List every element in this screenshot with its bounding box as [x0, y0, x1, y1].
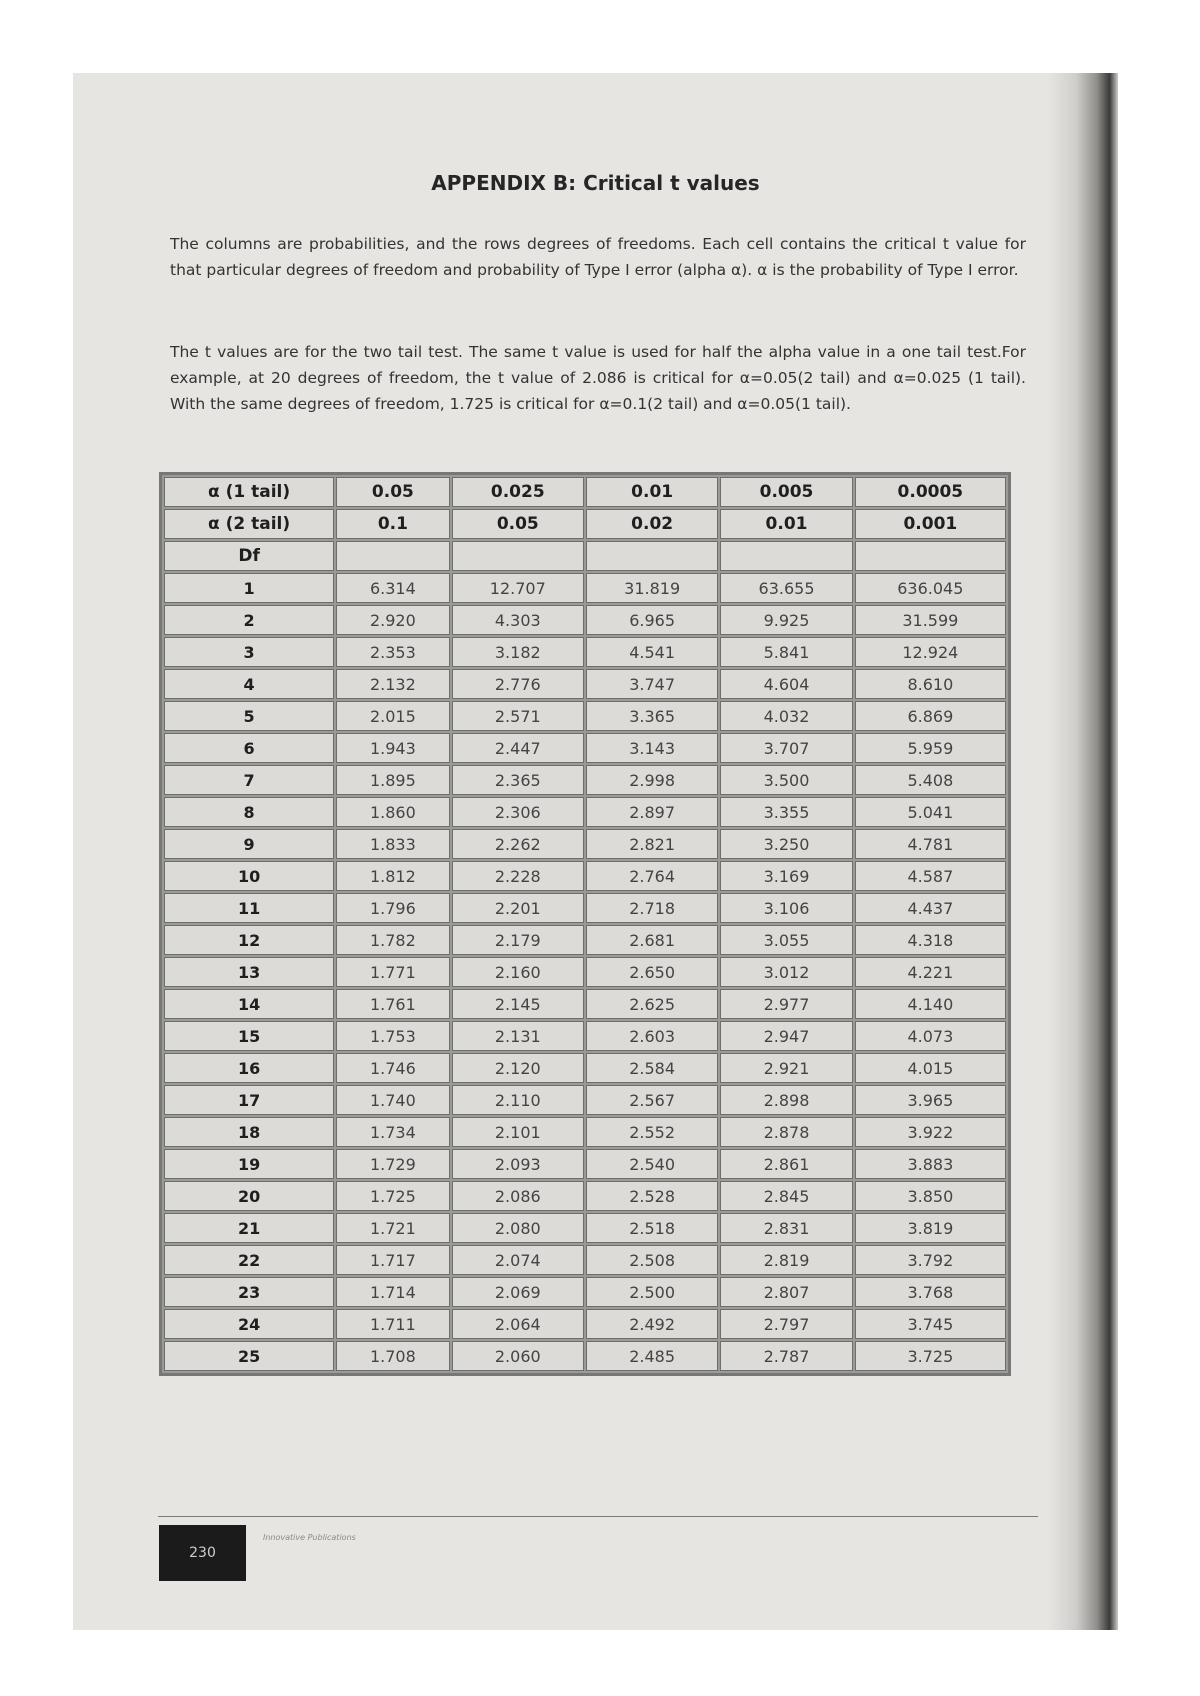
- t-value-cell: 1.753: [336, 1021, 449, 1051]
- t-value-cell: 2.228: [452, 861, 584, 891]
- df-label: Df: [164, 541, 334, 571]
- t-value-cell: 2.898: [720, 1085, 852, 1115]
- book-page: [73, 73, 1118, 1630]
- critical-t-table: [159, 472, 1011, 1376]
- t-value-cell: 2.101: [452, 1117, 584, 1147]
- table-row: [164, 893, 1006, 923]
- t-value-cell: 2.764: [586, 861, 718, 891]
- table-row: [164, 733, 1006, 763]
- t-value-cell: 2.947: [720, 1021, 852, 1051]
- t-value-cell: 2.447: [452, 733, 584, 763]
- t-value-cell: 3.792: [855, 1245, 1006, 1275]
- two-tail-value: 0.001: [855, 509, 1006, 539]
- t-value-cell: 2.160: [452, 957, 584, 987]
- page-title: APPENDIX B: Critical t values: [431, 171, 760, 195]
- t-value-cell: 2.110: [452, 1085, 584, 1115]
- one-tail-label: α (1 tail): [164, 477, 334, 507]
- df-cell: 23: [164, 1277, 334, 1307]
- t-value-cell: 1.725: [336, 1181, 449, 1211]
- t-value-cell: 2.508: [586, 1245, 718, 1275]
- t-value-cell: 4.303: [452, 605, 584, 635]
- t-value-cell: 3.143: [586, 733, 718, 763]
- df-cell: 5: [164, 701, 334, 731]
- table-row: [164, 1053, 1006, 1083]
- t-value-cell: 3.707: [720, 733, 852, 763]
- df-cell: 9: [164, 829, 334, 859]
- t-value-cell: 2.015: [336, 701, 449, 731]
- t-value-cell: 2.921: [720, 1053, 852, 1083]
- df-cell: 17: [164, 1085, 334, 1115]
- t-value-cell: 2.897: [586, 797, 718, 827]
- t-value-cell: 6.965: [586, 605, 718, 635]
- df-cell: 16: [164, 1053, 334, 1083]
- table-row: [164, 1245, 1006, 1275]
- t-value-cell: 3.850: [855, 1181, 1006, 1211]
- footer-divider: [158, 1516, 1038, 1517]
- df-cell: 20: [164, 1181, 334, 1211]
- table-body: [164, 573, 1006, 1371]
- empty-header-cell: [452, 541, 584, 571]
- df-cell: 13: [164, 957, 334, 987]
- df-cell: 1: [164, 573, 334, 603]
- t-value-cell: 2.998: [586, 765, 718, 795]
- one-tail-value: 0.005: [720, 477, 852, 507]
- t-value-cell: 3.182: [452, 637, 584, 667]
- t-value-cell: 4.032: [720, 701, 852, 731]
- table-row: [164, 861, 1006, 891]
- df-cell: 8: [164, 797, 334, 827]
- t-value-cell: 2.797: [720, 1309, 852, 1339]
- t-value-cell: 2.584: [586, 1053, 718, 1083]
- t-value-cell: 4.541: [586, 637, 718, 667]
- t-value-cell: 3.355: [720, 797, 852, 827]
- df-cell: 11: [164, 893, 334, 923]
- t-value-cell: 5.041: [855, 797, 1006, 827]
- page-number: 230: [159, 1525, 246, 1581]
- t-value-cell: 2.567: [586, 1085, 718, 1115]
- t-value-cell: 1.717: [336, 1245, 449, 1275]
- t-value-cell: 3.365: [586, 701, 718, 731]
- t-value-cell: 2.540: [586, 1149, 718, 1179]
- t-value-cell: 1.708: [336, 1341, 449, 1371]
- t-value-cell: 2.518: [586, 1213, 718, 1243]
- t-value-cell: 1.771: [336, 957, 449, 987]
- t-value-cell: 2.060: [452, 1341, 584, 1371]
- t-value-cell: 2.552: [586, 1117, 718, 1147]
- table-row: [164, 1309, 1006, 1339]
- t-value-cell: 1.943: [336, 733, 449, 763]
- t-value-cell: 2.776: [452, 669, 584, 699]
- table-row: [164, 1181, 1006, 1211]
- t-value-cell: 2.831: [720, 1213, 852, 1243]
- t-value-cell: 1.833: [336, 829, 449, 859]
- t-value-cell: 4.781: [855, 829, 1006, 859]
- t-value-cell: 2.132: [336, 669, 449, 699]
- t-value-cell: 2.861: [720, 1149, 852, 1179]
- t-value-cell: 2.064: [452, 1309, 584, 1339]
- t-value-cell: 2.485: [586, 1341, 718, 1371]
- t-value-cell: 2.500: [586, 1277, 718, 1307]
- t-value-cell: 2.262: [452, 829, 584, 859]
- t-value-cell: 31.819: [586, 573, 718, 603]
- t-value-cell: 5.841: [720, 637, 852, 667]
- df-cell: 15: [164, 1021, 334, 1051]
- t-value-cell: 2.145: [452, 989, 584, 1019]
- t-value-cell: 2.681: [586, 925, 718, 955]
- t-value-cell: 4.604: [720, 669, 852, 699]
- table-row: [164, 829, 1006, 859]
- t-value-cell: 2.821: [586, 829, 718, 859]
- t-value-cell: 2.807: [720, 1277, 852, 1307]
- df-cell: 7: [164, 765, 334, 795]
- t-value-cell: 3.883: [855, 1149, 1006, 1179]
- table-row: [164, 637, 1006, 667]
- one-tail-value: 0.05: [336, 477, 449, 507]
- t-value-cell: 1.740: [336, 1085, 449, 1115]
- intro-paragraph: The columns are probabilities, and the rows degrees of freedoms. Each cell contains the critical t value for that particular degrees of freedom and probability of Type I error (alpha α). α is the probability of Type I error.: [170, 235, 1026, 279]
- empty-header-cell: [720, 541, 852, 571]
- two-tail-label: α (2 tail): [164, 509, 334, 539]
- empty-header-cell: [586, 541, 718, 571]
- t-value-cell: 1.812: [336, 861, 449, 891]
- t-value-cell: 1.895: [336, 765, 449, 795]
- one-tail-value: 0.025: [452, 477, 584, 507]
- t-value-cell: 2.920: [336, 605, 449, 635]
- book-spine-shadow: [1048, 73, 1118, 1630]
- two-tail-value: 0.1: [336, 509, 449, 539]
- t-value-cell: 4.318: [855, 925, 1006, 955]
- empty-header-cell: [336, 541, 449, 571]
- df-cell: 10: [164, 861, 334, 891]
- t-value-cell: 1.796: [336, 893, 449, 923]
- t-value-cell: 2.819: [720, 1245, 852, 1275]
- t-value-cell: 3.965: [855, 1085, 1006, 1115]
- t-value-cell: 9.925: [720, 605, 852, 635]
- two-tail-value: 0.02: [586, 509, 718, 539]
- two-tail-value: 0.01: [720, 509, 852, 539]
- df-cell: 12: [164, 925, 334, 955]
- t-value-cell: 3.055: [720, 925, 852, 955]
- t-value-cell: 2.179: [452, 925, 584, 955]
- one-tail-header-row: [164, 477, 1006, 507]
- t-value-cell: 1.761: [336, 989, 449, 1019]
- t-value-cell: 1.714: [336, 1277, 449, 1307]
- t-value-cell: 2.086: [452, 1181, 584, 1211]
- t-value-cell: 1.729: [336, 1149, 449, 1179]
- t-value-cell: 2.306: [452, 797, 584, 827]
- table-row: [164, 1085, 1006, 1115]
- t-value-cell: 2.074: [452, 1245, 584, 1275]
- table-row: [164, 1213, 1006, 1243]
- table-row: [164, 669, 1006, 699]
- two-tail-header-row: [164, 509, 1006, 539]
- t-value-cell: 4.015: [855, 1053, 1006, 1083]
- df-header-row: [164, 541, 1006, 571]
- t-value-cell: 3.012: [720, 957, 852, 987]
- df-cell: 19: [164, 1149, 334, 1179]
- t-value-cell: 3.725: [855, 1341, 1006, 1371]
- t-value-cell: 2.069: [452, 1277, 584, 1307]
- table-row: [164, 1149, 1006, 1179]
- t-value-cell: 636.045: [855, 573, 1006, 603]
- table-row: [164, 1341, 1006, 1371]
- table-row: [164, 605, 1006, 635]
- t-value-cell: 2.718: [586, 893, 718, 923]
- t-value-cell: 6.314: [336, 573, 449, 603]
- t-value-cell: 4.587: [855, 861, 1006, 891]
- df-cell: 3: [164, 637, 334, 667]
- t-value-cell: 1.782: [336, 925, 449, 955]
- t-value-cell: 4.073: [855, 1021, 1006, 1051]
- two-tail-value: 0.05: [452, 509, 584, 539]
- table-row: [164, 1117, 1006, 1147]
- t-value-cell: 2.977: [720, 989, 852, 1019]
- one-tail-value: 0.01: [586, 477, 718, 507]
- t-value-cell: 1.721: [336, 1213, 449, 1243]
- t-value-cell: 3.819: [855, 1213, 1006, 1243]
- t-value-cell: 3.500: [720, 765, 852, 795]
- table-row: [164, 1021, 1006, 1051]
- t-value-cell: 1.860: [336, 797, 449, 827]
- t-value-cell: 1.711: [336, 1309, 449, 1339]
- t-value-cell: 31.599: [855, 605, 1006, 635]
- t-value-cell: 2.131: [452, 1021, 584, 1051]
- table-row: [164, 989, 1006, 1019]
- table-row: [164, 701, 1006, 731]
- table-row: [164, 765, 1006, 795]
- t-value-cell: 4.221: [855, 957, 1006, 987]
- df-cell: 14: [164, 989, 334, 1019]
- t-value-cell: 2.080: [452, 1213, 584, 1243]
- table-row: [164, 1277, 1006, 1307]
- one-tail-value: 0.0005: [855, 477, 1006, 507]
- t-value-cell: 12.707: [452, 573, 584, 603]
- t-value-cell: 1.734: [336, 1117, 449, 1147]
- t-value-cell: 2.528: [586, 1181, 718, 1211]
- publisher-text: Innovative Publications: [263, 1533, 356, 1542]
- table-row: [164, 957, 1006, 987]
- df-cell: 21: [164, 1213, 334, 1243]
- t-value-cell: 3.747: [586, 669, 718, 699]
- t-value-cell: 2.878: [720, 1117, 852, 1147]
- t-value-cell: 1.746: [336, 1053, 449, 1083]
- t-value-cell: 6.869: [855, 701, 1006, 731]
- t-value-cell: 3.250: [720, 829, 852, 859]
- empty-header-cell: [855, 541, 1006, 571]
- df-cell: 4: [164, 669, 334, 699]
- t-value-cell: 12.924: [855, 637, 1006, 667]
- t-value-cell: 63.655: [720, 573, 852, 603]
- t-value-cell: 2.365: [452, 765, 584, 795]
- df-cell: 2: [164, 605, 334, 635]
- t-value-cell: 2.120: [452, 1053, 584, 1083]
- t-value-cell: 5.408: [855, 765, 1006, 795]
- t-value-cell: 2.625: [586, 989, 718, 1019]
- t-value-cell: 3.768: [855, 1277, 1006, 1307]
- t-value-cell: 2.603: [586, 1021, 718, 1051]
- t-value-cell: 2.787: [720, 1341, 852, 1371]
- t-value-cell: 4.140: [855, 989, 1006, 1019]
- table-row: [164, 573, 1006, 603]
- t-value-cell: 2.093: [452, 1149, 584, 1179]
- df-cell: 25: [164, 1341, 334, 1371]
- df-cell: 24: [164, 1309, 334, 1339]
- t-value-cell: 3.106: [720, 893, 852, 923]
- t-value-cell: 3.169: [720, 861, 852, 891]
- table-row: [164, 925, 1006, 955]
- t-value-cell: 3.745: [855, 1309, 1006, 1339]
- df-cell: 18: [164, 1117, 334, 1147]
- example-paragraph: The t values are for the two tail test. The same t value is used for half the alpha value in a one tail test.For example, at 20 degrees of freedom, the t value of 2.086 is critical for α=0.05(2 tail) and α=0.025 (1 tail). With the same degrees of freedom, 1.725 is critical for α=0.1(2 tail) and α=0.05(1 tail).: [170, 343, 1026, 413]
- t-value-cell: 3.922: [855, 1117, 1006, 1147]
- t-value-cell: 2.201: [452, 893, 584, 923]
- df-cell: 22: [164, 1245, 334, 1275]
- t-value-cell: 5.959: [855, 733, 1006, 763]
- df-cell: 6: [164, 733, 334, 763]
- t-value-cell: 2.492: [586, 1309, 718, 1339]
- t-value-cell: 2.353: [336, 637, 449, 667]
- t-value-cell: 4.437: [855, 893, 1006, 923]
- t-value-cell: 8.610: [855, 669, 1006, 699]
- t-value-cell: 2.845: [720, 1181, 852, 1211]
- t-value-cell: 2.571: [452, 701, 584, 731]
- table-row: [164, 797, 1006, 827]
- t-value-cell: 2.650: [586, 957, 718, 987]
